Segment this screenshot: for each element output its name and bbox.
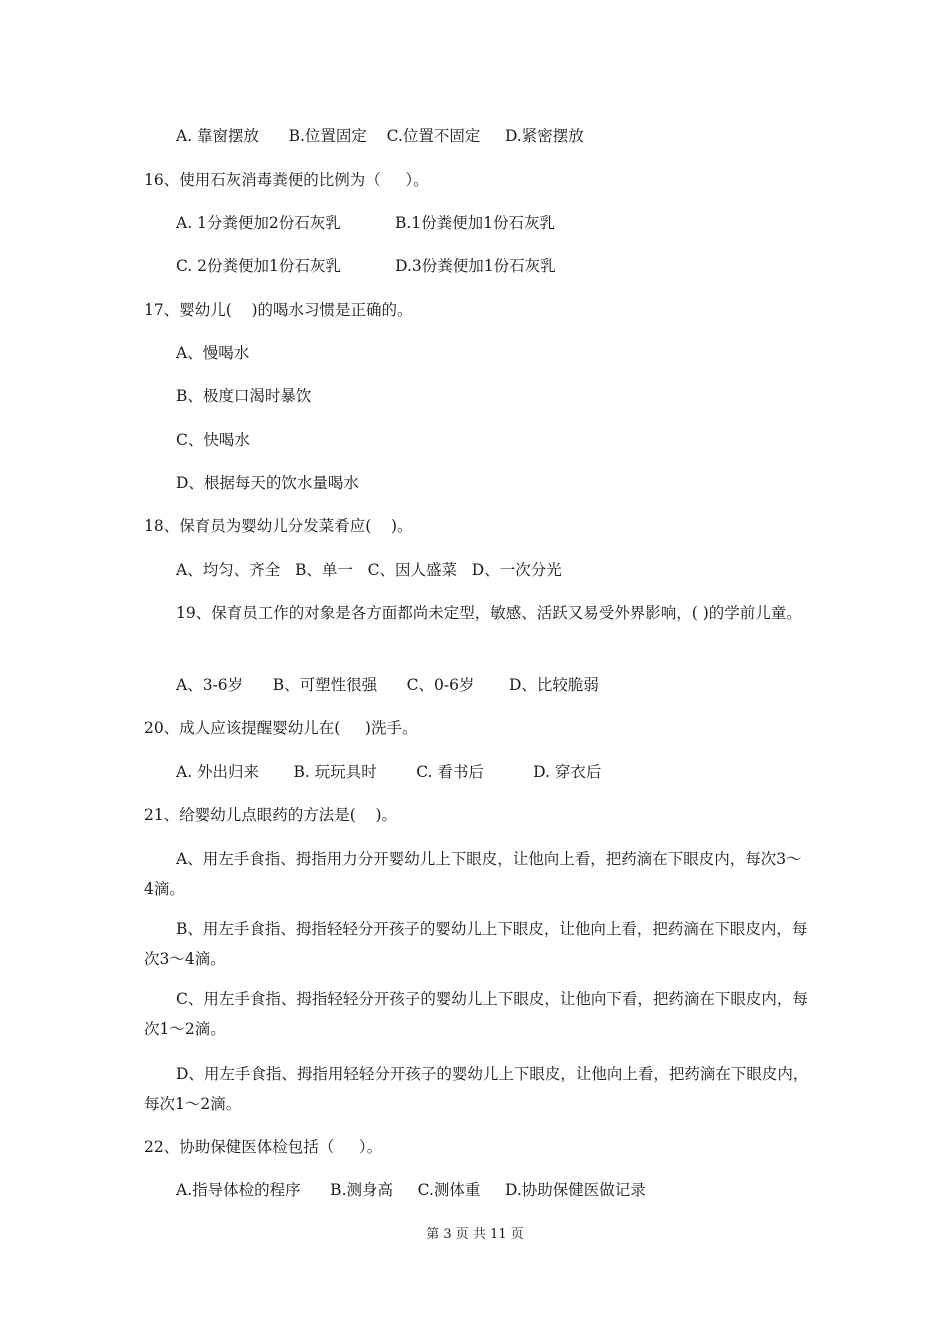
q15-options: A. 靠窗摆放 B.位置固定 C.位置不固定 D.紧密摆放 — [176, 127, 584, 145]
q22-options: A.指导体检的程序 B.测身高 C.测体重 D.协助保健医做记录 — [176, 1181, 646, 1199]
q17-option-b: B、极度口渴时暴饮 — [176, 387, 312, 405]
q20-options: A. 外出归来 B. 玩玩具时 C. 看书后 D. 穿衣后 — [176, 763, 602, 781]
q17-option-a: A、慢喝水 — [176, 344, 250, 362]
q21-option-d: D、用左手食指、拇指用轻轻分开孩子的婴幼儿上下眼皮，让他向上看，把药滴在下眼皮内，每次1～2滴。 — [144, 1065, 809, 1113]
q21-option-b: B、用左手食指、拇指轻轻分开孩子的婴幼儿上下眼皮，让他向上看，把药滴在下眼皮内，每次3～4滴。 — [144, 920, 808, 968]
q16-options-cd: C. 2份粪便加1份石灰乳 D.3份粪便加1份石灰乳 — [176, 257, 556, 275]
q22-stem: 22、协助保健医体检包括（ ）。 — [144, 1138, 383, 1156]
q21-stem: 21、给婴幼儿点眼药的方法是( )。 — [144, 806, 398, 824]
q17-option-d: D、根据每天的饮水量喝水 — [176, 474, 359, 492]
q21-option-c: C、用左手食指、拇指轻轻分开孩子的婴幼儿上下眼皮，让他向下看，把药滴在下眼皮内，每次1～2滴。 — [144, 990, 808, 1038]
q21-option-a: A、用左手食指、拇指用力分开婴幼儿上下眼皮，让他向上看，把药滴在下眼皮内，每次3～4滴。 — [144, 850, 802, 898]
q19-stem: 19、保育员工作的对象是各方面都尚未定型，敏感、活跃又易受外界影响，( )的学前儿童。 — [176, 604, 802, 622]
q16-options-ab: A. 1分粪便加2份石灰乳 B.1份粪便加1份石灰乳 — [176, 214, 556, 232]
page-number-footer: 第 3 页 共 11 页 — [426, 1227, 524, 1242]
q20-stem: 20、成人应该提醒婴幼儿在( )洗手。 — [144, 719, 418, 737]
q18-options: A、均匀、齐全 B、单一 C、因人盛菜 D、一次分光 — [176, 561, 562, 579]
q16-stem: 16、使用石灰消毒粪便的比例为（ ）。 — [144, 171, 429, 189]
q17-option-c: C、快喝水 — [176, 431, 250, 449]
q18-stem: 18、保育员为婴幼儿分发菜肴应( )。 — [144, 517, 413, 535]
q17-stem: 17、婴幼儿( )的喝水习惯是正确的。 — [144, 301, 413, 319]
q19-options: A、3-6岁 B、可塑性很强 C、0-6岁 D、比较脆弱 — [176, 676, 599, 694]
